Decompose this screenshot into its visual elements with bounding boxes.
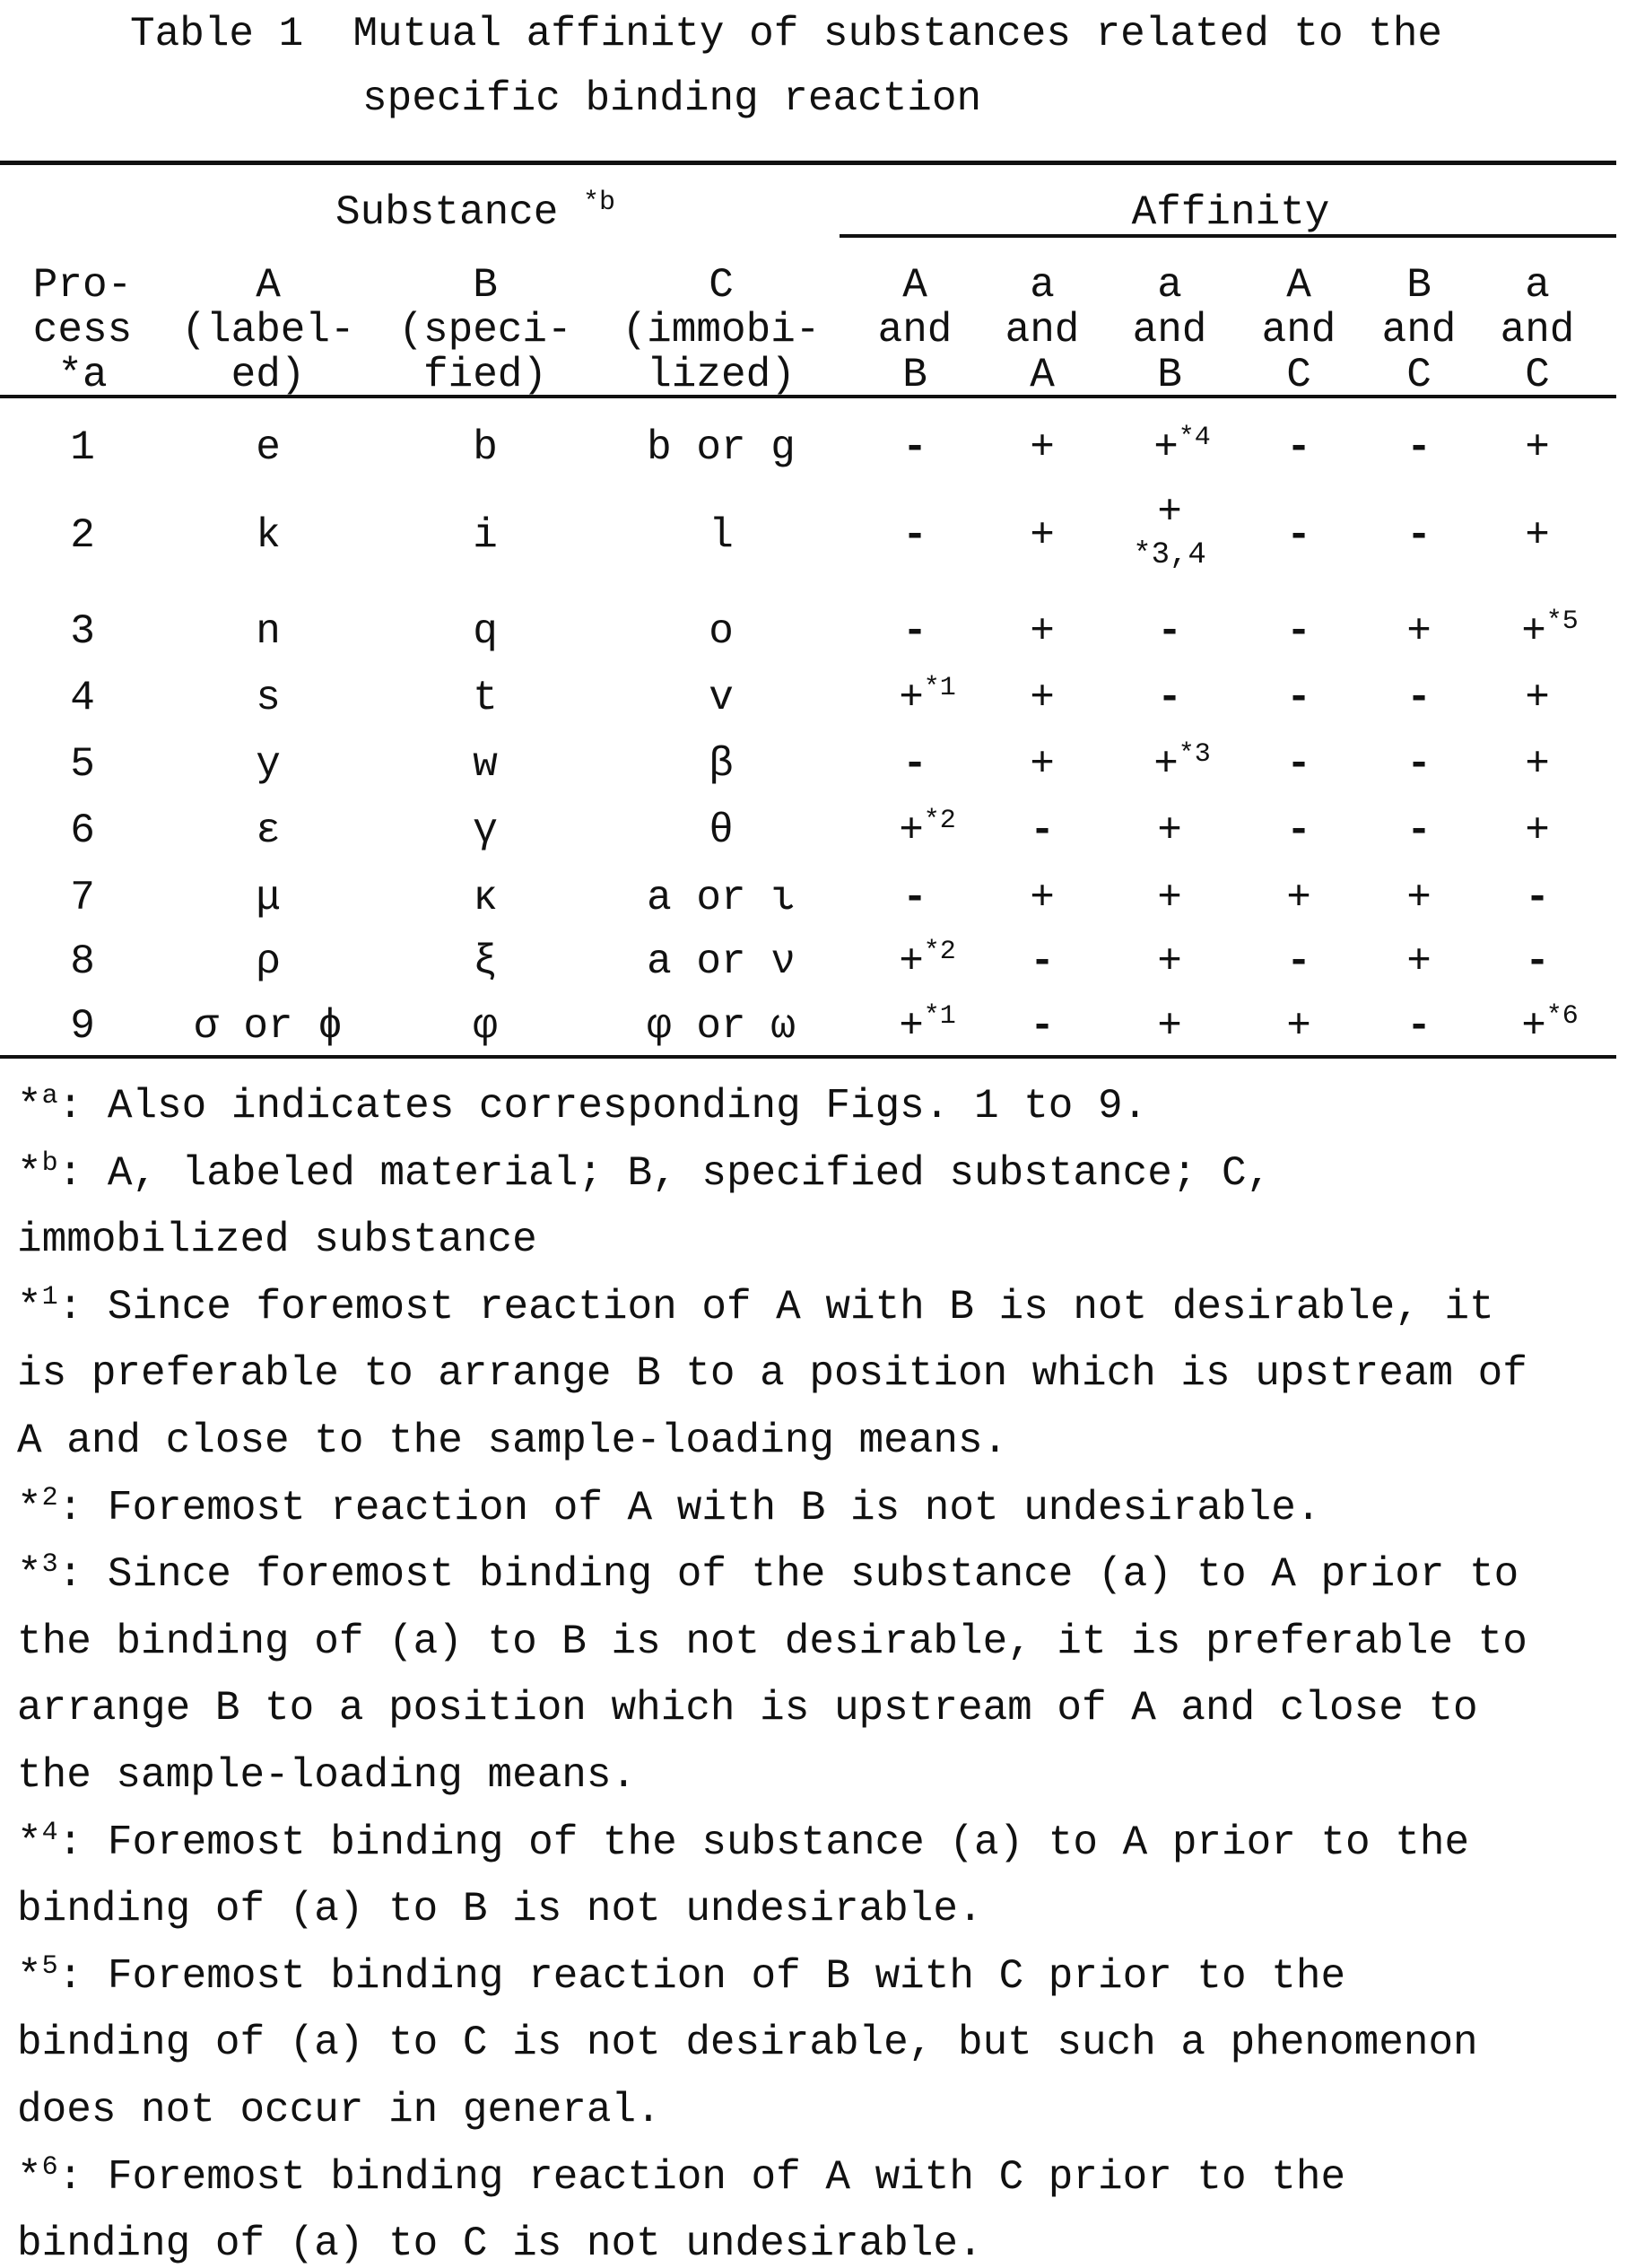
footnote-line (17, 2157, 1345, 2198)
cell-affinity-sign: - (1406, 807, 1432, 854)
cell-affinity-sign: - (1030, 807, 1055, 854)
column-header-affinity: A (902, 265, 927, 306)
cell-c: θ (709, 810, 734, 851)
cell-process: 9 (70, 1006, 95, 1047)
footnote-mark: 2 (42, 1483, 58, 1513)
cell-a: ε (256, 810, 281, 851)
footnote-text: : Foremost binding reaction of B with C prior to the (58, 1953, 1345, 2000)
cell-c: β (709, 744, 734, 785)
cell-affinity-sign: + (1157, 492, 1182, 533)
cell-affinity-note: *2 (924, 806, 956, 836)
footnote-line (17, 1554, 1519, 1595)
cell-affinity (1286, 744, 1311, 785)
cell-affinity-sign: + (1406, 608, 1432, 655)
column-header-col-c: C (709, 265, 734, 306)
cell-a: y (256, 744, 281, 785)
cell-affinity (1406, 877, 1432, 919)
cell-affinity (1525, 427, 1550, 468)
footnote-text: the sample-loading means. (17, 1752, 636, 1799)
cell-a: ρ (256, 941, 281, 982)
footnote-line (17, 1956, 1345, 1997)
cell-process: 5 (70, 744, 95, 785)
cell-b: t (473, 677, 498, 719)
cell-affinity-note: *3 (1179, 739, 1211, 770)
footnote-text: immobilized substance (17, 1217, 537, 1263)
cell-b: ξ (473, 941, 498, 982)
cell-affinity-sign: + (1525, 424, 1550, 471)
cell-affinity (1525, 677, 1550, 719)
cell-affinity (1030, 611, 1055, 652)
cell-affinity (1030, 677, 1055, 719)
footnote-mark: 3 (42, 1549, 58, 1580)
cell-a: n (256, 611, 281, 652)
column-header-process: *a (57, 354, 107, 396)
column-header-affinity: B (1406, 265, 1432, 306)
cell-affinity (1157, 941, 1182, 982)
cell-affinity-note: *1 (924, 1001, 956, 1032)
cell-affinity-sign: + (1157, 1003, 1182, 1050)
column-header-affinity: and (1262, 310, 1336, 351)
cell-affinity-sign: - (1525, 938, 1550, 985)
cell-affinity-sign: - (1286, 807, 1311, 854)
affinity-header: Affinity (1132, 192, 1330, 233)
cell-affinity-sign: + (899, 938, 924, 985)
cell-a: s (256, 677, 281, 719)
cell-affinity-sign: - (1406, 675, 1432, 721)
footnote-mark: 6 (42, 2152, 58, 2183)
footnote-line (17, 2022, 1478, 2063)
cell-affinity (1406, 515, 1432, 556)
column-header-col-c: lized) (647, 354, 796, 396)
footnote-star: * (17, 1150, 42, 1197)
cell-affinity-sign: + (1030, 675, 1055, 721)
footnote-line (17, 2089, 661, 2131)
cell-affinity (1030, 941, 1055, 982)
footnote-star: * (17, 1485, 42, 1531)
cell-affinity (1406, 744, 1432, 785)
cell-affinity (1030, 744, 1055, 785)
cell-affinity-sign: + (1030, 875, 1055, 921)
cell-affinity-sign: + (1525, 675, 1550, 721)
cell-affinity-sign: - (1030, 1003, 1055, 1050)
column-header-affinity: a (1525, 265, 1550, 306)
footnote-line (17, 1688, 1478, 1729)
footnote-line (17, 2223, 983, 2264)
column-header-affinity: a (1030, 265, 1055, 306)
cell-affinity-sign: + (1030, 608, 1055, 655)
cell-affinity-sign: + (1406, 875, 1432, 921)
cell-affinity-sign: + (1521, 608, 1546, 655)
header-rule (0, 395, 1616, 398)
cell-affinity-sign: - (1286, 512, 1311, 559)
cell-affinity (1406, 810, 1432, 851)
footnote-line (17, 1219, 537, 1260)
cell-affinity (1406, 611, 1432, 652)
cell-c: b or g (647, 427, 796, 468)
column-header-affinity: C (1286, 354, 1311, 396)
cell-affinity (899, 677, 956, 719)
cell-affinity (1286, 941, 1311, 982)
footnote-star: * (17, 1083, 42, 1130)
cell-a: σ or ϕ (194, 1006, 343, 1047)
footnote-text: : Foremost binding reaction of A with C prior to the (58, 2154, 1345, 2201)
cell-affinity (1157, 677, 1182, 719)
cell-affinity-sign: + (1030, 512, 1055, 559)
cell-affinity (1406, 677, 1432, 719)
cell-affinity (1153, 427, 1211, 468)
cell-affinity-sign: - (902, 512, 927, 559)
cell-affinity (899, 810, 956, 851)
cell-affinity-sign: - (1286, 608, 1311, 655)
cell-affinity (1525, 877, 1550, 919)
footnote-star: * (17, 1953, 42, 2000)
footnote-line (17, 1420, 1007, 1461)
cell-affinity-sign: + (899, 807, 924, 854)
cell-affinity-sign: + (1525, 741, 1550, 788)
cell-affinity (902, 744, 927, 785)
cell-process: 4 (70, 677, 95, 719)
footnote-text: binding of (a) to B is not undesirable. (17, 1886, 983, 1932)
cell-process: 7 (70, 877, 95, 919)
cell-affinity (1525, 744, 1550, 785)
column-header-col-b: B (473, 265, 498, 306)
cell-affinity (1157, 1006, 1182, 1047)
footnote-mark: a (42, 1081, 58, 1112)
footnote-mark: 5 (42, 1951, 58, 1982)
cell-affinity (1153, 744, 1211, 785)
footnote-line (17, 1487, 1320, 1529)
cell-affinity-sign: - (1030, 938, 1055, 985)
cell-affinity (1286, 427, 1311, 468)
cell-affinity (1286, 677, 1311, 719)
cell-process: 2 (70, 515, 95, 556)
column-header-affinity: C (1406, 354, 1432, 396)
cell-c: a or ν (647, 941, 796, 982)
cell-affinity (1157, 877, 1182, 919)
cell-affinity (902, 515, 927, 556)
cell-process: 8 (70, 941, 95, 982)
cell-affinity-sign: - (1286, 675, 1311, 721)
column-header-col-a: A (256, 265, 281, 306)
cell-c: v (709, 677, 734, 719)
column-header-process: cess (33, 310, 132, 351)
column-header-affinity: and (1005, 310, 1080, 351)
cell-affinity (899, 1006, 956, 1047)
table-title-line1: Table 1 Mutual affinity of substances related to the (130, 11, 1442, 57)
cell-affinity-sign: + (899, 675, 924, 721)
cell-affinity (1286, 611, 1311, 652)
cell-affinity-sign: + (1157, 938, 1182, 985)
footnote-text: binding of (a) to C is not desirable, but such a phenomenon (17, 2019, 1478, 2066)
footnote-text: A and close to the sample-loading means. (17, 1418, 1007, 1464)
cell-affinity-sign: + (1286, 1003, 1311, 1050)
column-header-affinity: and (1501, 310, 1575, 351)
cell-affinity (1406, 941, 1432, 982)
footnote-star: * (17, 1819, 42, 1866)
cell-affinity (1521, 1006, 1579, 1047)
cell-affinity-sign: - (1157, 675, 1182, 721)
cell-affinity (1406, 1006, 1432, 1047)
footnote-line (17, 1287, 1494, 1328)
column-header-col-a: ed) (231, 354, 306, 396)
column-header-col-c: (immobi- (622, 310, 821, 351)
cell-a: μ (256, 877, 281, 919)
cell-process: 1 (70, 427, 95, 468)
column-header-affinity: C (1525, 354, 1550, 396)
column-header-affinity: A (1286, 265, 1311, 306)
column-header-affinity: a (1157, 265, 1182, 306)
table-title-line2: specific binding reaction (362, 75, 981, 122)
cell-b: κ (473, 877, 498, 919)
cell-affinity-note: *2 (924, 937, 956, 967)
cell-affinity-sign: + (1030, 741, 1055, 788)
cell-affinity-sign: - (902, 608, 927, 655)
footnote-line (17, 1353, 1527, 1394)
cell-affinity-note: *1 (924, 673, 956, 703)
footnote-star: * (17, 1551, 42, 1598)
substance-header: Substance *b (335, 192, 615, 233)
footnote-text: : A, labeled material; B, specified substance; C, (58, 1150, 1272, 1197)
cell-affinity-sign: + (1525, 807, 1550, 854)
cell-b: b (473, 427, 498, 468)
cell-process: 6 (70, 810, 95, 851)
cell-affinity-sign: + (1525, 512, 1550, 559)
cell-b: γ (473, 810, 498, 851)
column-header-affinity: and (1382, 310, 1457, 351)
affinity-underline (840, 234, 1616, 238)
cell-affinity-sign: - (1286, 938, 1311, 985)
cell-affinity-sign: - (1286, 741, 1311, 788)
top-rule (0, 161, 1616, 165)
column-header-affinity: A (1030, 354, 1055, 396)
footnote-text: : Foremost reaction of A with B is not undesirable. (58, 1485, 1321, 1531)
footnote-text: : Also indicates corresponding Figs. 1 to 9. (58, 1083, 1148, 1130)
cell-affinity (902, 611, 927, 652)
cell-affinity (1286, 1006, 1311, 1047)
cell-affinity-sign: + (899, 1003, 924, 1050)
cell-affinity (1525, 941, 1550, 982)
footnote-text: : Since foremost binding of the substance (a) to A prior to (58, 1551, 1519, 1598)
cell-affinity-sign: + (1406, 938, 1432, 985)
cell-affinity (1030, 515, 1055, 556)
cell-c: o (709, 611, 734, 652)
cell-affinity-sign: - (902, 424, 927, 471)
cell-affinity-sign: + (1286, 875, 1311, 921)
cell-affinity-sign: - (1157, 608, 1182, 655)
cell-affinity (1157, 810, 1182, 851)
cell-affinity-sign: - (1286, 424, 1311, 471)
cell-affinity (1286, 515, 1311, 556)
cell-affinity (1286, 810, 1311, 851)
cell-affinity (902, 427, 927, 468)
cell-affinity-sign: + (1521, 1003, 1546, 1050)
footnote-line (17, 1822, 1469, 1863)
footnote-line (17, 1621, 1527, 1662)
cell-affinity (1286, 877, 1311, 919)
cell-c: l (709, 515, 734, 556)
cell-b: i (473, 515, 498, 556)
cell-affinity-sign: - (902, 741, 927, 788)
column-header-affinity: and (1133, 310, 1207, 351)
cell-affinity-sign: - (1525, 875, 1550, 921)
footnote-text: : Since foremost reaction of A with B is not desirable, it (58, 1284, 1494, 1330)
cell-affinity-sign: - (902, 875, 927, 921)
cell-affinity (1525, 515, 1550, 556)
cell-a: e (256, 427, 281, 468)
cell-affinity-note: *6 (1546, 1001, 1579, 1032)
cell-b: q (473, 611, 498, 652)
column-header-col-b: (speci- (398, 310, 571, 351)
column-header-col-a: (label- (181, 310, 354, 351)
cell-b: φ (473, 1006, 498, 1047)
cell-affinity-note: *3,4 (1133, 540, 1206, 571)
cell-process: 3 (70, 611, 95, 652)
cell-affinity-sign: - (1406, 512, 1432, 559)
cell-affinity (1030, 810, 1055, 851)
cell-affinity-sign: + (1157, 875, 1182, 921)
footnote-text: binding of (a) to C is not undesirable. (17, 2220, 983, 2267)
cell-c: a or ι (647, 877, 796, 919)
cell-affinity-note: *5 (1546, 606, 1579, 637)
footnote-star: * (17, 2154, 42, 2201)
cell-affinity-note: *4 (1179, 423, 1211, 453)
footnote-star: * (17, 1284, 42, 1330)
cell-affinity (1030, 427, 1055, 468)
bottom-rule (0, 1055, 1616, 1059)
footnote-mark: b (42, 1148, 58, 1179)
column-header-affinity: B (1157, 354, 1182, 396)
footnote-line (17, 1086, 1147, 1127)
cell-affinity-sign: + (1153, 741, 1179, 788)
cell-affinity-sign: + (1153, 424, 1179, 471)
cell-affinity-sign: + (1157, 807, 1182, 854)
footnote-mark: 1 (42, 1282, 58, 1313)
footnote-line (17, 1153, 1271, 1194)
cell-affinity (1030, 877, 1055, 919)
footnote-line (17, 1889, 983, 1930)
cell-c: φ or ω (647, 1006, 796, 1047)
column-header-affinity: and (878, 310, 953, 351)
cell-affinity (1521, 611, 1579, 652)
column-header-col-b: fied) (423, 354, 547, 396)
cell-affinity (1157, 611, 1182, 652)
column-header-affinity: B (902, 354, 927, 396)
footnote-line (17, 1755, 636, 1796)
footnote-text: arrange B to a position which is upstream of A and close to (17, 1685, 1478, 1732)
cell-affinity (1030, 1006, 1055, 1047)
cell-affinity (902, 877, 927, 919)
cell-affinity-sign: + (1030, 424, 1055, 471)
footnote-text: the binding of (a) to B is not desirable, it is preferable to (17, 1618, 1527, 1665)
cell-a: k (256, 515, 281, 556)
footnote-mark: 4 (42, 1818, 58, 1848)
cell-affinity-sign: - (1406, 424, 1432, 471)
column-header-process: Pro- (33, 265, 132, 306)
cell-affinity (1525, 810, 1550, 851)
cell-affinity-sign: - (1406, 741, 1432, 788)
cell-affinity-sign: - (1406, 1003, 1432, 1050)
cell-b: w (473, 744, 498, 785)
cell-affinity (899, 941, 956, 982)
footnote-text: does not occur in general. (17, 2087, 661, 2133)
footnote-text: : Foremost binding of the substance (a) to A prior to the (58, 1819, 1469, 1866)
cell-affinity (1406, 427, 1432, 468)
footnote-text: is preferable to arrange B to a position which is upstream of (17, 1350, 1527, 1397)
